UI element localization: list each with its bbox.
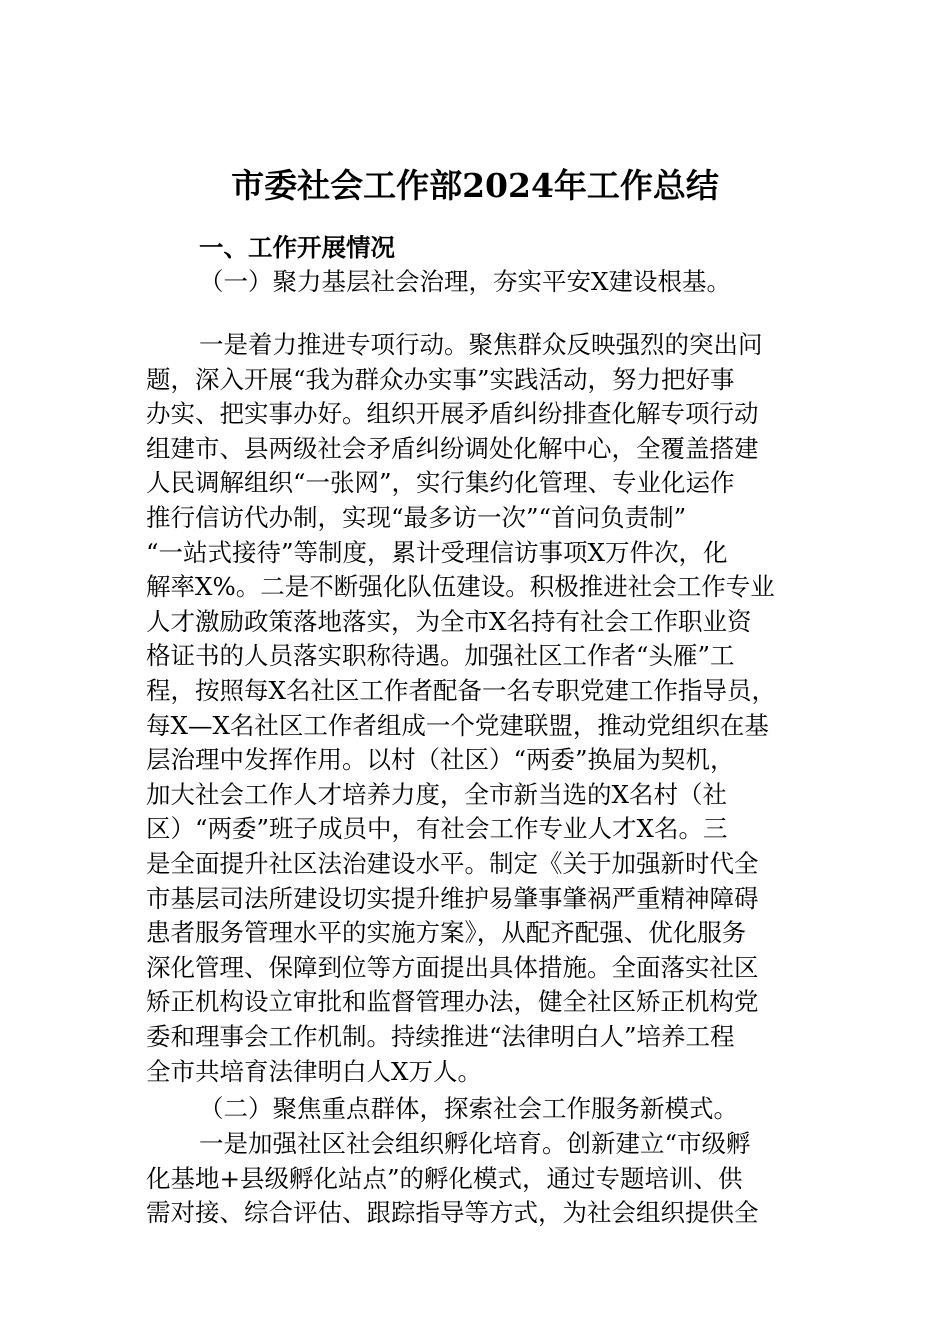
paragraph-line: 一是着力推进专项行动。聚焦群众反映强烈的突出问 [199,330,763,359]
paragraph-line: 需对接、综合评估、跟踪指导等方式，为社会组织提供全 [146,1198,759,1228]
paragraph-line: 格证书的人员落实职称待遇。加强社区工作者“头雁”工 [146,641,735,671]
paragraph-line: “一站式接待”等制度，累计受理信访事项X万件次，化 [146,537,728,567]
subsection-heading: （二）聚焦重点群体，探索社会工作服务新模式。 [199,1094,738,1123]
paragraph-line: 人民调解组织“一张网”，实行集约化管理、专业化运作 [146,468,735,498]
subsection-heading: （一）聚力基层社会治理，夯实平安X建设根基。 [199,267,731,296]
paragraph-line: 人才激励政策落地落实，为全市X名持有社会工作职业资 [146,606,752,636]
section-heading: 一、工作开展情况 [199,233,395,262]
paragraph-line: 推行信访代办制，实现“最多访一次”“首问负责制” [146,503,687,532]
paragraph-line: 每X—X名社区工作者组成一个党建联盟，推动党组织在基 [146,710,769,740]
paragraph-line: 患者服务管理水平的实施方案》，从配齐配强、优化服务 [146,918,747,948]
paragraph-line: 组建市、县两级社会矛盾纠纷调处化解中心，全覆盖搭建 [146,433,759,463]
paragraph-line: 委和理事会工作机制。持续推进“法律明白人”培养工程 [146,1022,735,1051]
document-title: 市委社会工作部2024年工作总结 [231,166,719,205]
paragraph-line: 层治理中发挥作用。以村（社区）“两委”换届为契机， [146,745,735,775]
paragraph-line: 办实、把实事办好。组织开展矛盾纠纷排查化解专项行动 [146,399,759,429]
paragraph-line: 深化管理、保障到位等方面提出具体措施。全面落实社区 [146,952,759,982]
paragraph-line: 是全面提升社区法治建设水平。制定《关于加强新时代全 [146,849,759,878]
paragraph-line: 一是加强社区社会组织孵化培育。创新建立“市级孵 [199,1129,751,1158]
paragraph-line: 程，按照每X名社区工作者配备一名专职党建工作指导员， [146,676,776,705]
paragraph-line: 矫正机构设立审批和监督管理办法，健全社区矫正机构党 [146,987,759,1017]
paragraph-line: 化基地+县级孵化站点”的孵化模式，通过专题培训、供 [146,1163,743,1193]
paragraph-line: 解率X%。二是不断强化队伍建设。积极推进社会工作专业 [146,572,775,602]
paragraph-line: 全市共培育法律明白人X万人。 [146,1056,482,1086]
paragraph-line: 区）“两委”班子成员中，有社会工作专业人才X名。三 [146,814,728,844]
paragraph-line: 题，深入开展“我为群众办实事”实践活动，努力把好事 [146,364,735,394]
paragraph-line: 市基层司法所建设切实提升维护易肇事肇祸严重精神障碍 [146,883,759,913]
paragraph-line: 加大社会工作人才培养力度，全市新当选的X名村（社 [146,779,727,809]
